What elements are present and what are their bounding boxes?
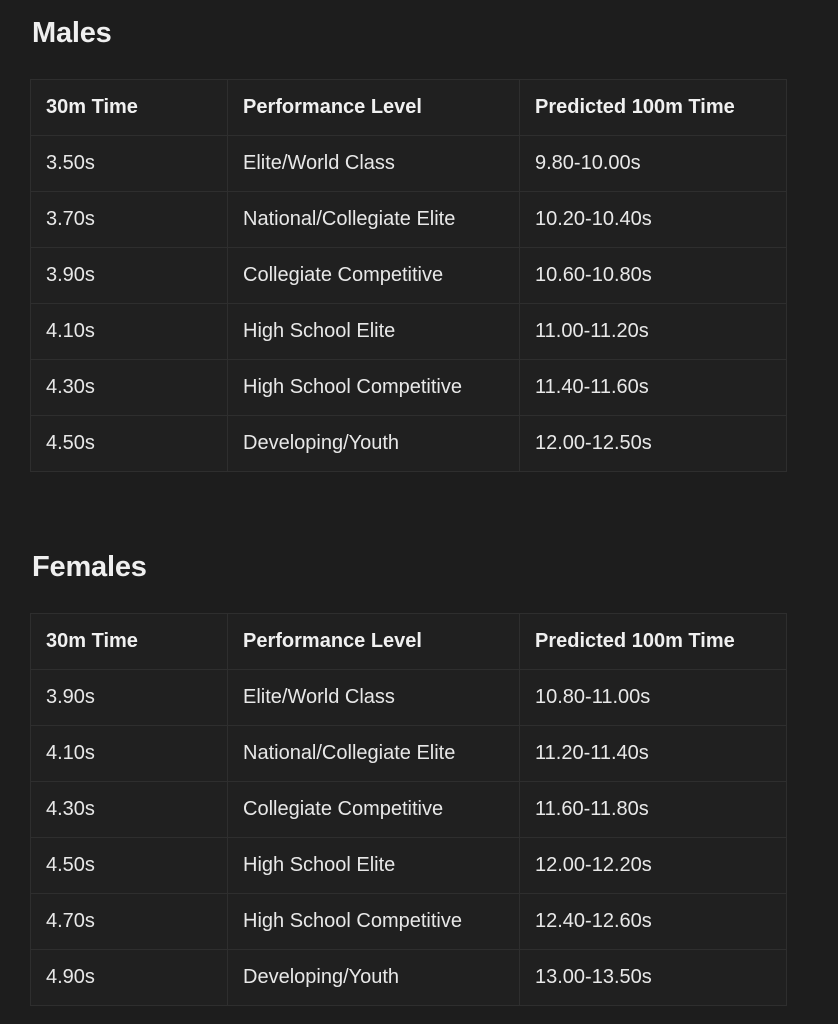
column-header-30m-time: 30m Time bbox=[31, 80, 228, 136]
cell-30m-time: 4.30s bbox=[31, 782, 228, 838]
cell-predicted-100m-time: 13.00-13.50s bbox=[520, 950, 787, 1006]
column-header-30m-time: 30m Time bbox=[31, 614, 228, 670]
table-row bbox=[31, 894, 787, 950]
cell-30m-time: 4.10s bbox=[31, 304, 228, 360]
cell-performance-level: Developing/Youth bbox=[228, 950, 520, 1006]
cell-predicted-100m-time: 11.40-11.60s bbox=[520, 360, 787, 416]
cell-30m-time: 4.30s bbox=[31, 360, 228, 416]
cell-performance-level: High School Competitive bbox=[228, 894, 520, 950]
table-row bbox=[31, 136, 787, 192]
table-row bbox=[31, 360, 787, 416]
table-row bbox=[31, 726, 787, 782]
cell-predicted-100m-time: 11.60-11.80s bbox=[520, 782, 787, 838]
cell-predicted-100m-time: 11.00-11.20s bbox=[520, 304, 787, 360]
cell-predicted-100m-time: 10.60-10.80s bbox=[520, 248, 787, 304]
cell-30m-time: 4.10s bbox=[31, 726, 228, 782]
column-header-predicted-100m-time: Predicted 100m Time bbox=[520, 80, 787, 136]
cell-30m-time: 3.90s bbox=[31, 248, 228, 304]
table-row bbox=[31, 838, 787, 894]
males-table bbox=[30, 79, 787, 472]
cell-performance-level: National/Collegiate Elite bbox=[228, 726, 520, 782]
cell-predicted-100m-time: 12.00-12.20s bbox=[520, 838, 787, 894]
table-row bbox=[31, 192, 787, 248]
cell-predicted-100m-time: 11.20-11.40s bbox=[520, 726, 787, 782]
table-header-row bbox=[31, 80, 787, 136]
table-row bbox=[31, 670, 787, 726]
column-header-predicted-100m-time: Predicted 100m Time bbox=[520, 614, 787, 670]
column-header-performance-level: Performance Level bbox=[228, 614, 520, 670]
cell-performance-level: High School Elite bbox=[228, 304, 520, 360]
table-row bbox=[31, 950, 787, 1006]
cell-30m-time: 3.90s bbox=[31, 670, 228, 726]
cell-predicted-100m-time: 10.20-10.40s bbox=[520, 192, 787, 248]
table-row bbox=[31, 304, 787, 360]
cell-performance-level: Collegiate Competitive bbox=[228, 782, 520, 838]
cell-predicted-100m-time: 9.80-10.00s bbox=[520, 136, 787, 192]
males-heading: Males bbox=[32, 17, 112, 49]
females-table bbox=[30, 613, 787, 1006]
cell-30m-time: 3.70s bbox=[31, 192, 228, 248]
cell-30m-time: 4.70s bbox=[31, 894, 228, 950]
table-row bbox=[31, 782, 787, 838]
cell-performance-level: Elite/World Class bbox=[228, 136, 520, 192]
cell-predicted-100m-time: 12.00-12.50s bbox=[520, 416, 787, 472]
cell-30m-time: 4.50s bbox=[31, 838, 228, 894]
cell-30m-time: 3.50s bbox=[31, 136, 228, 192]
cell-performance-level: Developing/Youth bbox=[228, 416, 520, 472]
table-row bbox=[31, 248, 787, 304]
cell-performance-level: High School Elite bbox=[228, 838, 520, 894]
table-row bbox=[31, 416, 787, 472]
cell-performance-level: National/Collegiate Elite bbox=[228, 192, 520, 248]
cell-performance-level: Collegiate Competitive bbox=[228, 248, 520, 304]
cell-predicted-100m-time: 12.40-12.60s bbox=[520, 894, 787, 950]
cell-predicted-100m-time: 10.80-11.00s bbox=[520, 670, 787, 726]
females-heading: Females bbox=[32, 551, 147, 583]
cell-30m-time: 4.90s bbox=[31, 950, 228, 1006]
cell-performance-level: Elite/World Class bbox=[228, 670, 520, 726]
column-header-performance-level: Performance Level bbox=[228, 80, 520, 136]
cell-performance-level: High School Competitive bbox=[228, 360, 520, 416]
table-header-row bbox=[31, 614, 787, 670]
cell-30m-time: 4.50s bbox=[31, 416, 228, 472]
